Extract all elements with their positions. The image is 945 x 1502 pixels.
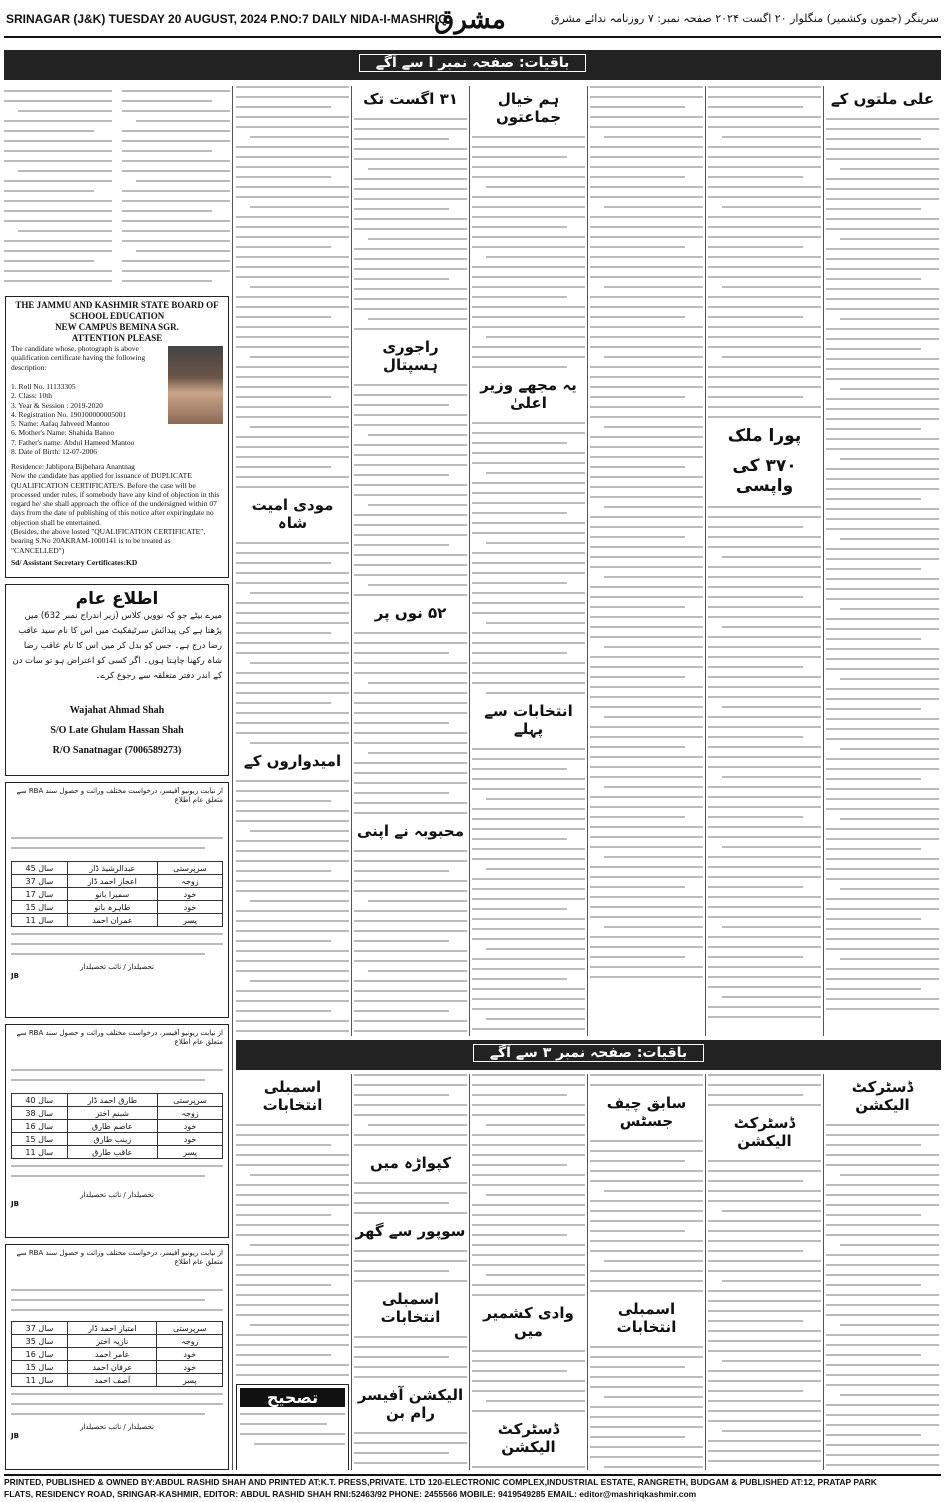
table-row (12, 1361, 223, 1374)
imprint-footer (4, 1474, 941, 1500)
table-row (12, 862, 223, 875)
table-cell: 37 سال (12, 875, 68, 888)
table-cell: طارق احمد ڈار (67, 1094, 158, 1107)
table-cell: خود (157, 1361, 223, 1374)
table-row (12, 901, 223, 914)
masthead-urdu-dateline: سرینگر (جموں وکشمیر) منگلوار ۲۰ اگست ۲۰۲۴ صفحہ نمبر: ۷ روزنامہ ندائے مشرق (550, 12, 939, 25)
table-cell: طاہرہ بانو (67, 901, 157, 914)
notice-title-line: NEW CAMPUS BEMINA SGR. (55, 322, 179, 332)
table-cell: 11 سال (12, 1374, 68, 1387)
table-cell: سرپرستی (157, 862, 222, 875)
table-cell: 11 سال (12, 1146, 68, 1159)
article-headline: اسمبلی انتخابات (616, 1300, 677, 1336)
article-headline: مودی امیت شاہ (251, 496, 334, 532)
table-cell: پسر (157, 914, 222, 927)
article-column (354, 86, 467, 1036)
table-cell: 11 سال (12, 914, 68, 927)
notice-item: 3. Year & Session : 2019-2020 (11, 400, 103, 410)
table-cell: 45 سال (12, 862, 68, 875)
article-headline: ڈسٹرکٹ الیکشن (497, 1420, 560, 1456)
table-row (12, 1120, 223, 1133)
rba-notice (5, 1244, 229, 1470)
article-headline: ۳۱ اگست تک (363, 90, 458, 108)
table-cell: شبنم اختر (67, 1107, 158, 1120)
table-cell: عاصم طارق (67, 1120, 158, 1133)
article-column (708, 86, 821, 1036)
table-row (12, 1374, 223, 1387)
table-cell: زینب طارق (67, 1133, 158, 1146)
table-cell: عاقب طارق (67, 1146, 158, 1159)
table-cell: عبدالرشید ڈار (67, 862, 157, 875)
article-headline: محبوبہ نے اپنی (357, 822, 464, 840)
article-column (236, 1074, 349, 1470)
continuation-band-mid (236, 1040, 941, 1070)
column-divider (823, 86, 824, 1036)
table-cell: عامر احمد (68, 1348, 157, 1361)
article-headline: راجوری ہسپتال (382, 338, 439, 374)
notice-signer-parent: S/O Late Ghulam Hassan Shah (50, 725, 184, 736)
article-headline: پورا ملک (727, 426, 802, 446)
article-column (826, 86, 939, 1036)
notice-item: 1. Roll No. 11133305 (11, 382, 76, 391)
table-cell: عمران احمد (67, 914, 157, 927)
article-column (354, 1074, 467, 1470)
article-headline: ڈسٹرکٹ الیکشن (733, 1114, 796, 1150)
table-cell: امتیاز احمد ڈار (68, 1322, 157, 1335)
notice-signer-address: R/O Sanatnagar (7006589273) (52, 745, 182, 756)
article-headline: اسمبلی انتخابات (262, 1078, 323, 1114)
notice-intro: The candidate whose, photograph is above qualification certificate having the following description: (11, 344, 146, 372)
article-column (4, 86, 112, 290)
table-cell: زوجہ (157, 875, 222, 888)
public-notice (5, 584, 229, 776)
continuation-band-top (4, 50, 941, 80)
article-headline: امیدواروں کے (243, 752, 342, 770)
rba-notice-footer: تحصیلدار / نائب تحصیلدار (80, 1423, 154, 1431)
article-headline: سوپور سے گھر (355, 1222, 466, 1240)
article-column (472, 86, 585, 1036)
notice-title-line: SCHOOL EDUCATION (69, 311, 165, 321)
column-divider (587, 86, 588, 1036)
article-column (826, 1074, 939, 1470)
article-headline: اسمبلی انتخابات (380, 1290, 441, 1326)
rba-notice-code: JB (11, 972, 19, 980)
correction-box (236, 1384, 349, 1470)
article-headline: ڈسٹرکٹ الیکشن (851, 1078, 914, 1114)
notice-item: 4. Registration No. 190100000005001 (11, 409, 127, 419)
table-cell: خود (158, 1133, 223, 1146)
rba-notice-footer: تحصیلدار / نائب تحصیلدار (80, 963, 154, 971)
table-cell: زوجہ (158, 1107, 223, 1120)
imprint-line: FLATS, RESIDENCY ROAD, SRINGAR-KASHMIR, EDITOR: ABDUL RASHID SHAH RNI:52463/92 PHONE: 2455566 MOBILE: 9419549285 EMAIL: editor@mashriqkashmir.com (4, 1489, 697, 1499)
article-headline: کپواڑہ میں (370, 1154, 451, 1172)
rba-heirs-table (11, 861, 223, 927)
table-row (12, 1146, 223, 1159)
column-divider (469, 86, 470, 1036)
table-row (12, 1107, 223, 1120)
table-cell: خود (157, 901, 222, 914)
table-row (12, 914, 223, 927)
correction-title: تصحیح (240, 1388, 345, 1407)
table-cell: پسر (157, 1374, 223, 1387)
notice-body: Now the candidate has applied for issuance of DUPLICATE QUALIFICATION CERTIFICATE/S. Before the case will be processed under rules, if somebody have any kind of objection in this regard he/ she shall approach the office of the undersigned within 07 days from the date of publishing of this notice after expiringdate no objection shall be entertained. (11, 471, 220, 527)
table-cell: 37 سال (12, 1322, 68, 1335)
rba-notice-footer: تحصیلدار / نائب تحصیلدار (80, 1191, 154, 1199)
public-notice-body: میرے بیٹے جو کہ نوویں کلاس (زیر اندراج نمبر 632) میں پڑھتا ہے کی پیدائش سرٹیفکیٹ میں اس کا نام سید عاقب رضا درج ہے۔ جس کو بدل کر میں اس کا نام عاقب رضا شاہ رکھنا چاہتا ہوں۔ اگر کسی کو اعتراض ہو تو سات دن کے اندر دفتر متعلقہ سے رجوع کرے۔ (12, 611, 222, 681)
notice-item: 2. Class: 10th (11, 391, 53, 401)
rba-notice-intro: از نیابت ریونیو آفیسر، درخواست مختلف وراثت و حصول سند RBA سے متعلق عام اطلاع (16, 1029, 223, 1046)
continuation-band-label: باقیات: صفحہ نمبر ۳ سے آگے (473, 1044, 704, 1062)
notice-item: 6. Mother's Name: Shahida Banoo (11, 428, 115, 438)
rba-heirs-table (11, 1321, 223, 1387)
article-headline: انتخابات سے پہلے (484, 702, 573, 738)
continuation-band-label: باقیات: صفحہ نمبر ا سے آگے (359, 54, 587, 72)
article-headline: سابق چیف جسٹس (606, 1094, 687, 1130)
table-cell: سرپرستی (158, 1094, 223, 1107)
notice-item: 5. Name: Aafaq Jahveed Mantoo (11, 419, 110, 429)
notice-title-line: THE JAMMU AND KASHMIR STATE BOARD OF (15, 300, 219, 310)
notice-item: 8. Date of Birth: 12-07-2006 (11, 447, 98, 457)
table-row (12, 888, 223, 901)
rba-heirs-table (11, 1093, 223, 1159)
column-divider (705, 1074, 706, 1470)
article-column (590, 86, 703, 1036)
table-cell: آصف احمد (68, 1374, 157, 1387)
table-row (12, 1094, 223, 1107)
column-divider (705, 86, 706, 1036)
rba-notice-code: JB (11, 1432, 19, 1440)
table-cell: اعجاز احمد ڈار (67, 875, 157, 888)
table-row (12, 1335, 223, 1348)
bottom-articles-section (236, 1074, 941, 1470)
article-column (590, 1074, 703, 1470)
table-row (12, 1348, 223, 1361)
candidate-photo (168, 346, 223, 424)
article-column (122, 86, 230, 290)
table-row (12, 1133, 223, 1146)
article-headline: ہم خیال جماعتوں (495, 90, 562, 126)
notice-besides: (Besides, the above losted "QUALIFICATION CERTIFICATE", bearing S.No 20AKRAM-1000141 is to be treated as "CANCELLED") (11, 527, 206, 555)
rba-notice-intro: از نیابت ریونیو آفیسر، درخواست مختلف وراثت و حصول سند RBA سے متعلق عام اطلاع (16, 1249, 223, 1266)
table-cell: 38 سال (12, 1107, 68, 1120)
article-headline: ۳۷۰ کی واپسی (732, 456, 797, 496)
article-column (236, 86, 349, 1036)
imprint-line: PRINTED, PUBLISHED & OWNED BY:ABDUL RASHID SHAH AND PRINTED AT:K.T. PRESS,PRIVATE. LTD 120-ELECTRONIC COMPLEX,INDUSTRIAL ESTATE, RANGRETH, BUDGAM & PUBLISHED AT:12, PRATAP PARK (4, 1477, 877, 1487)
rba-notice (5, 782, 229, 1018)
table-cell: نازیہ اختر (68, 1335, 157, 1348)
left-article-columns (4, 86, 230, 292)
table-row (12, 875, 223, 888)
table-cell: سرپرستی (157, 1322, 223, 1335)
newspaper-logo: مشرق (434, 5, 506, 35)
rba-notice-code: JB (11, 1200, 19, 1208)
table-cell: خود (157, 888, 222, 901)
table-cell: خود (157, 1348, 223, 1361)
table-row (12, 1322, 223, 1335)
article-column (708, 1074, 821, 1470)
table-cell: زوجہ (157, 1335, 223, 1348)
article-headline: وادی کشمیر میں (483, 1304, 574, 1340)
article-headline: یہ مجھے وزیر اعلیٰ (480, 376, 577, 412)
board-of-education-notice (5, 296, 229, 578)
table-cell: سمیرا بانو (67, 888, 157, 901)
public-notice-title: اطلاع عام (75, 589, 159, 609)
notice-residence: Residence: Jablipora Bijbehara Anantnag (11, 462, 135, 471)
notice-signer: Wajahat Ahmad Shah (69, 705, 165, 716)
article-headline: علی ملتوں کے (830, 90, 935, 108)
table-cell: 15 سال (12, 901, 68, 914)
table-cell: 16 سال (12, 1348, 68, 1361)
rba-notice-intro: از نیابت ریونیو آفیسر، درخواست مختلف وراثت و حصول سند RBA سے متعلق عام اطلاع (16, 787, 223, 804)
top-articles-section (236, 86, 941, 1036)
column-divider (232, 86, 233, 1470)
masthead (4, 4, 941, 38)
column-divider (351, 1074, 352, 1470)
table-cell: پسر (158, 1146, 223, 1159)
column-divider (469, 1074, 470, 1470)
table-cell: 35 سال (12, 1335, 68, 1348)
article-headline: الیکشن آفیسر رام بن (357, 1386, 464, 1422)
table-cell: 15 سال (12, 1133, 68, 1146)
notice-signature: Sd/ Assistant Secretary Certificates:KD (11, 557, 138, 567)
table-cell: 16 سال (12, 1120, 68, 1133)
article-headline: ۵۲ نوں پر (374, 604, 447, 622)
notice-title-line: ATTENTION PLEASE (71, 333, 163, 343)
column-divider (351, 86, 352, 1036)
table-cell: عرفان احمد (68, 1361, 157, 1374)
table-cell: خود (158, 1120, 223, 1133)
table-cell: 15 سال (12, 1361, 68, 1374)
article-column (472, 1074, 585, 1470)
rba-notice (5, 1024, 229, 1238)
table-cell: 40 سال (12, 1094, 68, 1107)
notice-item: 7. Father's name: Abdul Hameed Mantoo (11, 437, 135, 447)
column-divider (587, 1074, 588, 1470)
table-cell: 17 سال (12, 888, 68, 901)
column-divider (823, 1074, 824, 1470)
masthead-dateline: SRINAGAR (J&K) TUESDAY 20 AUGUST, 2024 P.NO:7 DAILY NIDA-I-MASHRIQ (6, 12, 448, 26)
